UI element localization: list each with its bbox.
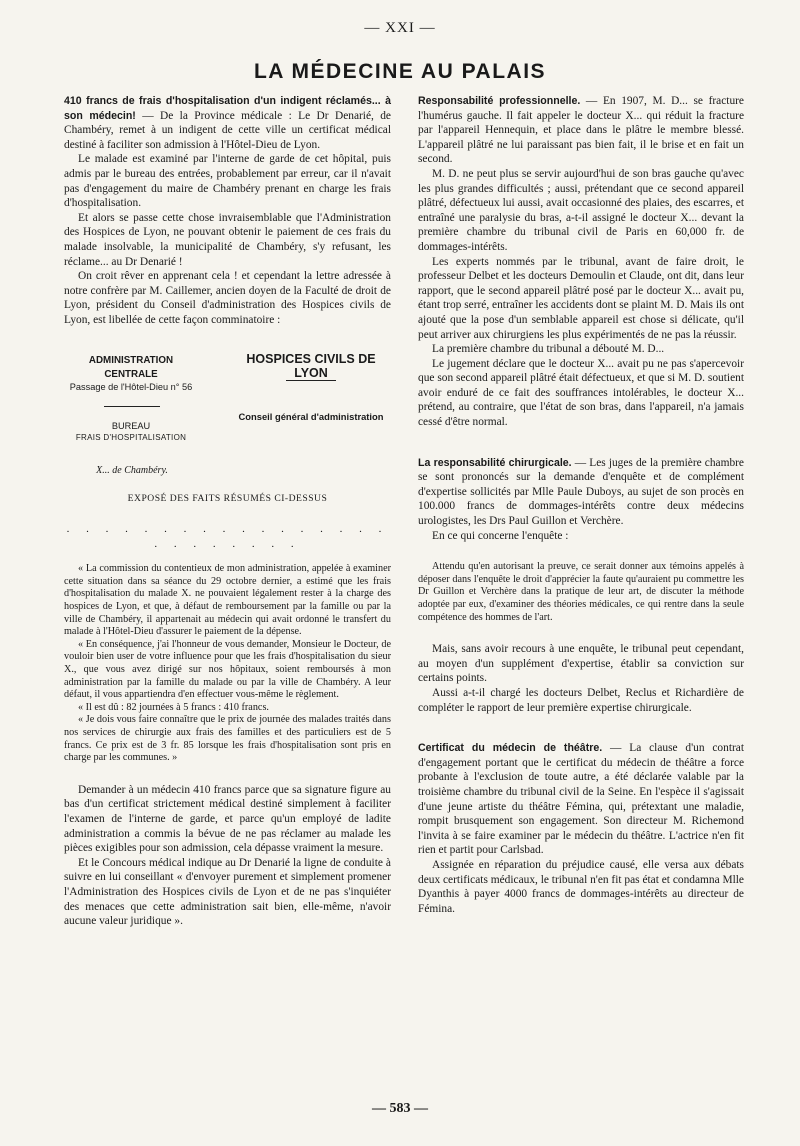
paragraph: — En 1907, M. D... se fracture l'humérus gauche. Il fait appeler le docteur X... qui réduit la fracture par l'appareil Hennequin, et place dans le plâtre le membre blessé. L'appareil plâtré ne lui paraissant pas bien fait, il le brise et en fait un second. (418, 95, 744, 166)
expose-heading: EXPOSÉ DES FAITS RÉSUMÉS CI-DESSUS (127, 492, 328, 504)
quote-paragraph: « En conséquence, j'ai l'honneur de vous demander, Monsieur le Docteur, de vouloir bien user de votre influence pour que les frais d'hospitalisation du sieur X., que vous avez dirigé sur nos hôpitaux, soient remboursés à mon administration par la famille du malade ou par la ville de Chambéry. A leur défaut, il vous appartiendra d'en effectuer vous-même le règlement. (64, 638, 391, 701)
page-number: — 583 — (372, 1101, 428, 1116)
paragraph: — La clause d'un contrat d'engagement portant que le certificat du médecin de théâtre a force probante à l'exclusion de toute autre, a été déclarée valable par la troisième chambre du tribunal civil de la Seine. En l'espèce il s'agissait d'une jeune artiste du théâtre Fémina, qui, prétextant une maladie, rompit brusquement son engagement. Son directeur M. Richemond l'invita à se faire examiner par le médecin du théâtre. L'actrice n'en fit rien et partit pour Carlsbad. (418, 742, 744, 857)
paragraph: Demander à un médecin 410 francs parce que sa signature figure au bas d'un certificat strictement médical destiné simplement à faciliter l'examen de l'interne de garde, et parce qu'un employé de ladite administration a commis la bévue de ne pas réclamer au malade les pièces exigibles pour son admission, cela dépasse vraiment la mesure. (64, 783, 391, 855)
paragraph: Le malade est examiné par l'interne de garde de cet hôpital, puis admis par le bureau des entrées, probablement par erreur, car il n'avait pas d'engagement du maire de Chambéry prenant en charge les frais d'hospitalisation. (64, 153, 391, 210)
article-heading: 410 francs de frais d'hospitalisation d'un indigent réclamés... à son médecin! (64, 95, 391, 122)
quote-paragraph: « La commission du contentieux de mon administration, appelée à examiner cette situation dans sa séance du 29 octobre dernier, a estimé que les frais d'hospitalisation du malade X. ne pouvaient légalement rester à la charge des hospices de Lyon, et que, à défaut de remboursement par la famille ou par la ville de Chambéry, il appartenait au médecin qui avait ordonné le transfert du malade à l'Hôtel-Dieu d'assurer le paiement de la dépense. (64, 563, 391, 638)
ellipsis-dots: . . . . . . . . . . . . . . . . . . . . . . . . . (66, 523, 389, 550)
quote-paragraph: « Il est dû : 82 journées à 5 francs : 410 francs. (78, 701, 269, 713)
paragraph: En ce qui concerne l'enquête : (432, 529, 569, 542)
right-column (418, 94, 744, 916)
page-title: LA MÉDECINE AU PALAIS (253, 60, 547, 83)
quote-paragraph: Attendu qu'en autorisant la preuve, ce serait donner aux témoins appelés à déposer dans l'enquête le droit d'apprécier la faute qu'auraient pu commettre les Dr Guillon et Verchère dans la pratique de leur art, de discuter la méthode adoptée par eux, d'examiner des théories médicales, ce qui rentre dans la seule compétence des hommes de l'art. (418, 561, 744, 623)
bureau-label: BUREAU (111, 420, 151, 431)
paragraph: Aussi a-t-il chargé les docteurs Delbet, Reclus et Richardière de compléter le rapport de leur première expertise chirurgicale. (418, 686, 744, 714)
paragraph: La première chambre du tribunal a débouté M. D... (432, 343, 665, 356)
frais-label: FRAIS D'HOSPITALISATION (75, 432, 187, 442)
quote-paragraph: « Je dois vous faire connaître que le prix de journée des malades traités dans nos services de chirurgie aux frais des familles et des particuliers est de 5 francs. Ce prix est de 3 fr. 85 lorsque les frais d'hospitalisation sont pris en charge par les communes. » (64, 714, 391, 764)
letterhead-hospices: HOSPICES CIVILS DE LYON (246, 351, 376, 381)
letterhead (64, 351, 391, 482)
article-heading: La responsabilité chirurgicale. (418, 456, 572, 469)
letterhead-recipient: X... de Chambéry. (96, 464, 168, 476)
paragraph: Mais, sans avoir recours à une enquête, le tribunal peut cependant, au moyen d'un supplément d'expertise, établir sa conviction sur certains points. (418, 643, 744, 685)
article-hospitalisation-intro (64, 94, 391, 152)
divider (104, 406, 160, 407)
left-column (64, 94, 391, 929)
paragraph: — Les juges de la première chambre se sont prononcés sur la demande d'enquête et de complément d'expertise sollicités par Mlle Paule Duboys, au sujet de son procès en 100.000 francs de dommages-intérêts contre deux médecins urologistes, les Drs Paul Guillon et Verchère. (418, 456, 744, 528)
article-heading: Certificat du médecin de théâtre. (418, 742, 603, 755)
divider (286, 380, 336, 381)
running-head: — XXI — (364, 20, 436, 36)
letterhead-bureau (64, 420, 198, 444)
paragraph: Assignée en réparation du préjudice causé, elle versa aux débats deux certificats médicaux, le tribunal n'en fit pas état et condamna Mlle Dyanthis à payer 4000 francs de dommages-intérêts au directeur de Fémina. (418, 858, 744, 915)
paragraph: M. D. ne peut plus se servir aujourd'hui de son bras gauche qu'avec les plus grandes difficultés ; aussi, prétendant que ce second appareil plâtré, défectueux lui aussi, avait occasionné des plaies, des escarres, et entraîné une paralysie du bras, a-t-il assigné le docteur X... devant la première chambre du tribunal civil de Paris en 60,000 fr. de dommages-intérêts. (418, 167, 744, 253)
paragraph: Les experts nommés par le tribunal, avant de faire droit, le professeur Delbet et les docteurs Demoulin et Claude, ont dit, dans leur rapport, que le second appareil plâtré posé par le docteur X... avait pu, étant trop serré, entraîner les accidents dont se plaint M. D. Mais ils ont ajouté que la pose d'un semblable appareil est chose si délicate, qu'il peut arriver aux chirurgiens les plus expérimentés de ne pas la réussir. (418, 255, 744, 341)
paragraph: Le jugement déclare que le docteur X... avait pu ne pas s'apercevoir que son second appareil plâtré était défectueux, et que si M. D. soutient avoir enduré de ce fait des souffrances intolérables, le docteur X... prétend, au contraire, que l'état de son bras, dans l'appareil, n'a jamais cessé d'être normal. (418, 357, 744, 429)
paragraph: Et le Concours médical indique au Dr Denarié la ligne de conduite à suivre en lui conseillant « d'envoyer purement et simplement promener l'Administration des Hospices civils de Lyon et de ne pas s'inquiéter des menaces que cette administration sait bien, elle-même, n'avoir aucune valeur juridique ». (64, 856, 391, 928)
article-responsabilite (418, 94, 744, 167)
letterhead-admin: ADMINISTRATION CENTRALE (88, 354, 174, 381)
paragraph: Et alors se passe cette chose invraisemblable que l'Administration des Hospices de Lyon, ne pouvant obtenir le paiement de ces frais du malade insolvable, la municipalité de Chambéry, s'y refusant, les réclame... au Dr Denarié ! (64, 211, 391, 268)
article-theatre (418, 741, 744, 858)
paragraph: On croit rêver en apprenant cela ! et cependant la lettre adressée à notre confrère par M. Caillemer, ancien doyen de la Faculté de droit de Lyon, président du Conseil d'administration des Hospices civils de Lyon, est libellée de cette façon comminatoire : (64, 270, 391, 326)
article-heading: Responsabilité professionnelle. (418, 95, 581, 107)
paragraph: — De la Province médicale : Le Dr Denarié, de Chambéry, remet à un indigent de cette ville un certificat médical destiné à faciliter son admission à l'Hôtel-Dieu de Lyon. (64, 109, 391, 151)
article-chirurgicale (418, 456, 744, 529)
letterhead-conseil: Conseil général d'administration (238, 410, 384, 422)
letterhead-passage: Passage de l'Hôtel-Dieu n° 56 (69, 381, 193, 392)
